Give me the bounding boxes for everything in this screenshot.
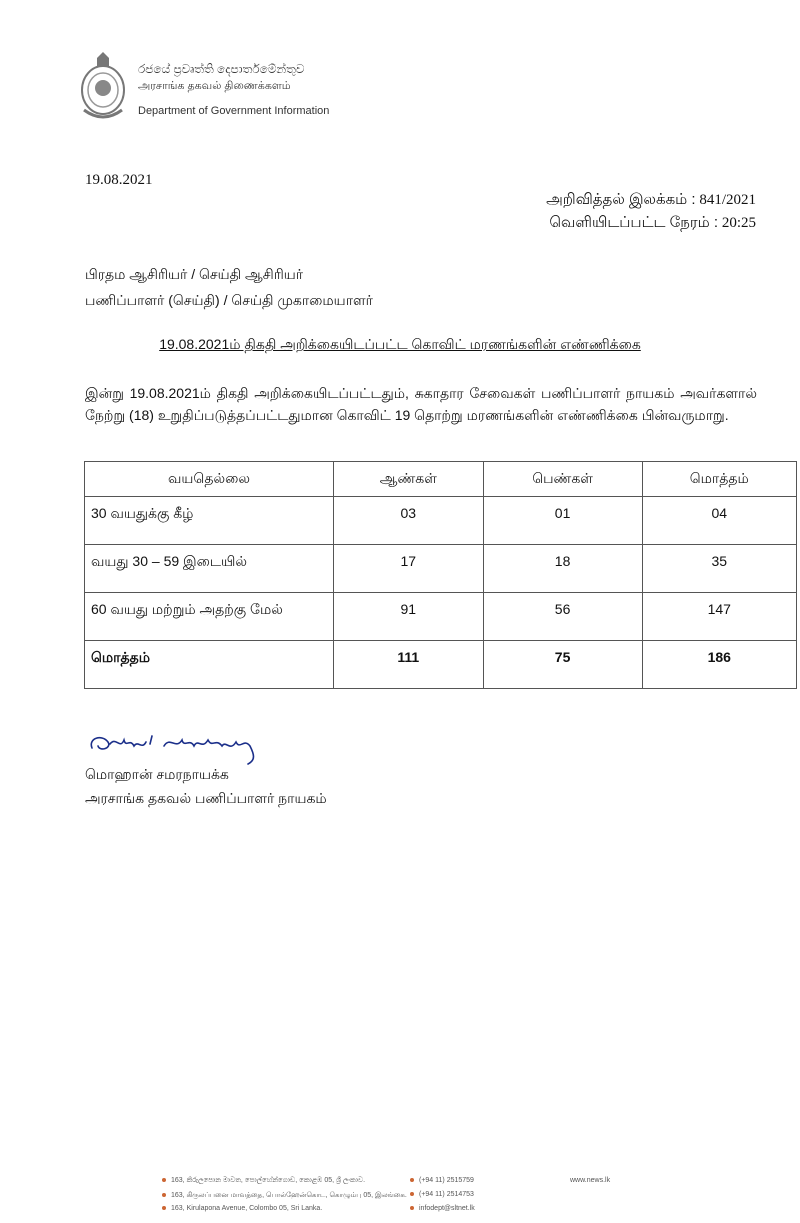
handwritten-signature	[86, 726, 286, 766]
table-row	[85, 545, 797, 593]
email-icon	[410, 1206, 414, 1210]
notice-number-label: அறிவித்தல் இலக்கம் :	[546, 191, 696, 208]
header-age-range: வயதெல்லை	[85, 462, 334, 497]
release-time-label: வெளியிடப்பட்ட நேரம் :	[549, 214, 719, 231]
footer-email: infodept@sltnet.lk	[410, 1205, 475, 1212]
footer-fax: (+94 11) 2514753	[410, 1191, 474, 1198]
covid-deaths-table	[84, 461, 797, 689]
signer-title: அரசாங்க தகவல் பணிப்பாளர் நாயகம்	[85, 790, 327, 806]
male-cell: 03	[334, 497, 484, 545]
footer-address-english: 163, Kirulapona Avenue, Colombo 05, Sri Lanka.	[162, 1205, 322, 1212]
grand-total-cell: 186	[642, 641, 796, 689]
age-range-cell: வயது 30 – 59 இடையில்	[85, 545, 334, 593]
total-cell: 04	[642, 497, 796, 545]
department-name-tamil: அரசாங்க தகவல் திணைக்களம்	[138, 80, 291, 92]
table-row	[85, 593, 797, 641]
fax-icon	[410, 1192, 414, 1196]
age-range-cell: 30 வயதுக்கு கீழ்	[85, 497, 334, 545]
signer-name: மொஹான் சமரநாயக்க	[85, 766, 229, 782]
footer-phone: (+94 11) 2515759	[410, 1177, 474, 1184]
table-header-row	[85, 462, 797, 497]
male-cell: 17	[334, 545, 484, 593]
footer-address-sinhala: 163, කිරුලපොන මාවත, පොල්හේන්ගොඩ, කොළඹ 05, ශ්‍රී ලංකාව.	[162, 1177, 365, 1185]
header-total: மொத்தம்	[642, 462, 796, 497]
female-total-cell: 75	[483, 641, 642, 689]
table-total-row	[85, 641, 797, 689]
female-cell: 18	[483, 545, 642, 593]
total-label-cell: மொத்தம்	[85, 641, 334, 689]
addressee-line-2: பணிப்பாளர் (செய்தி) / செய்தி முகாமையாளர்	[85, 292, 373, 308]
male-cell: 91	[334, 593, 484, 641]
total-cell: 147	[642, 593, 796, 641]
department-name-english: Department of Government Information	[138, 105, 330, 117]
release-time-line	[549, 214, 756, 233]
footer-website: www.news.lk	[570, 1177, 611, 1184]
age-range-cell: 60 வயது மற்றும் அதற்கு மேல்	[85, 593, 334, 641]
body-paragraph: இன்று 19.08.2021ம் திகதி அறிக்கையிடப்பட்டதும், சுகாதார சேவைகள் பணிப்பாளர் நாயகம் அவர்களால் நேற்று (18) உறுதிப்படுத்தப்பட்டதுமான கொவிட் 19 தொற்று மரணங்களின் எண்ணிக்கை பின்வருமாறு.	[85, 385, 757, 423]
government-emblem-icon	[78, 52, 128, 122]
notice-number-line	[546, 191, 756, 210]
header-female: பெண்கள்	[483, 462, 642, 497]
notice-number-value: 841/2021	[699, 192, 756, 208]
document-date: 19.08.2021	[85, 172, 153, 188]
department-name-sinhala: රජයේ ප්‍රවෘත්ති දෙපාර්තමේන්තුව	[138, 62, 305, 76]
total-cell: 35	[642, 545, 796, 593]
table-row	[85, 497, 797, 545]
female-cell: 01	[483, 497, 642, 545]
header-male: ஆண்கள்	[334, 462, 484, 497]
document-subject: 19.08.2021ம் திகதி அறிக்கையிடப்பட்ட கொவிட் மரணங்களின் எண்ணிக்கை	[159, 336, 641, 352]
phone-icon	[410, 1178, 414, 1182]
footer-address-tamil: 163, கிருலப்பனை மாவத்தை, பொல்ஹேன்கொட, கொழும்பு 05, இலங்கை.	[162, 1191, 407, 1200]
female-cell: 56	[483, 593, 642, 641]
addressee-line-1: பிரதம ஆசிரியர் / செய்தி ஆசிரியர்	[85, 266, 304, 282]
release-time-value: 20:25	[721, 215, 756, 231]
male-total-cell: 111	[334, 641, 484, 689]
